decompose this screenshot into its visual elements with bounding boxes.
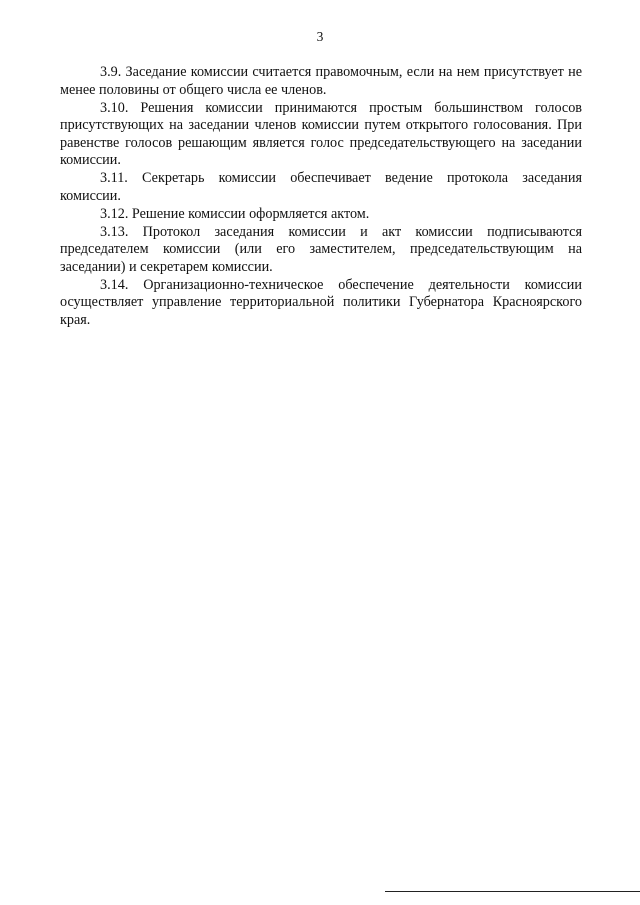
page-number: 3 [316, 29, 324, 44]
paragraph-3-14: 3.14. Организационно-техническое обеспечение деятельности комиссии осуществляет управление территориальной политики Губернатора Красноярского края. [60, 276, 582, 328]
paragraph-3-9: 3.9. Заседание комиссии считается правомочным, если на нем присутствует не менее половины от общего числа ее членов. [60, 64, 582, 98]
footer-rule [385, 891, 640, 892]
paragraph-3-12: 3.12. Решение комиссии оформляется актом. [100, 205, 370, 222]
paragraph-3-11: 3.11. Секретарь комиссии обеспечивает ведение протокола заседания комиссии. [60, 170, 582, 204]
paragraph-3-13: 3.13. Протокол заседания комиссии и акт комиссии подписываются председателем комиссии (или его заместителем, председательствующим на заседании) и секретарем комиссии. [60, 223, 582, 275]
document-body [60, 64, 582, 329]
paragraph-3-10: 3.10. Решения комиссии принимаются простым большинством голосов присутствующих на заседании членов комиссии путем открытого голосования. При равенстве голосов решающим является голос председательствующего на заседании комиссии. [60, 99, 582, 168]
